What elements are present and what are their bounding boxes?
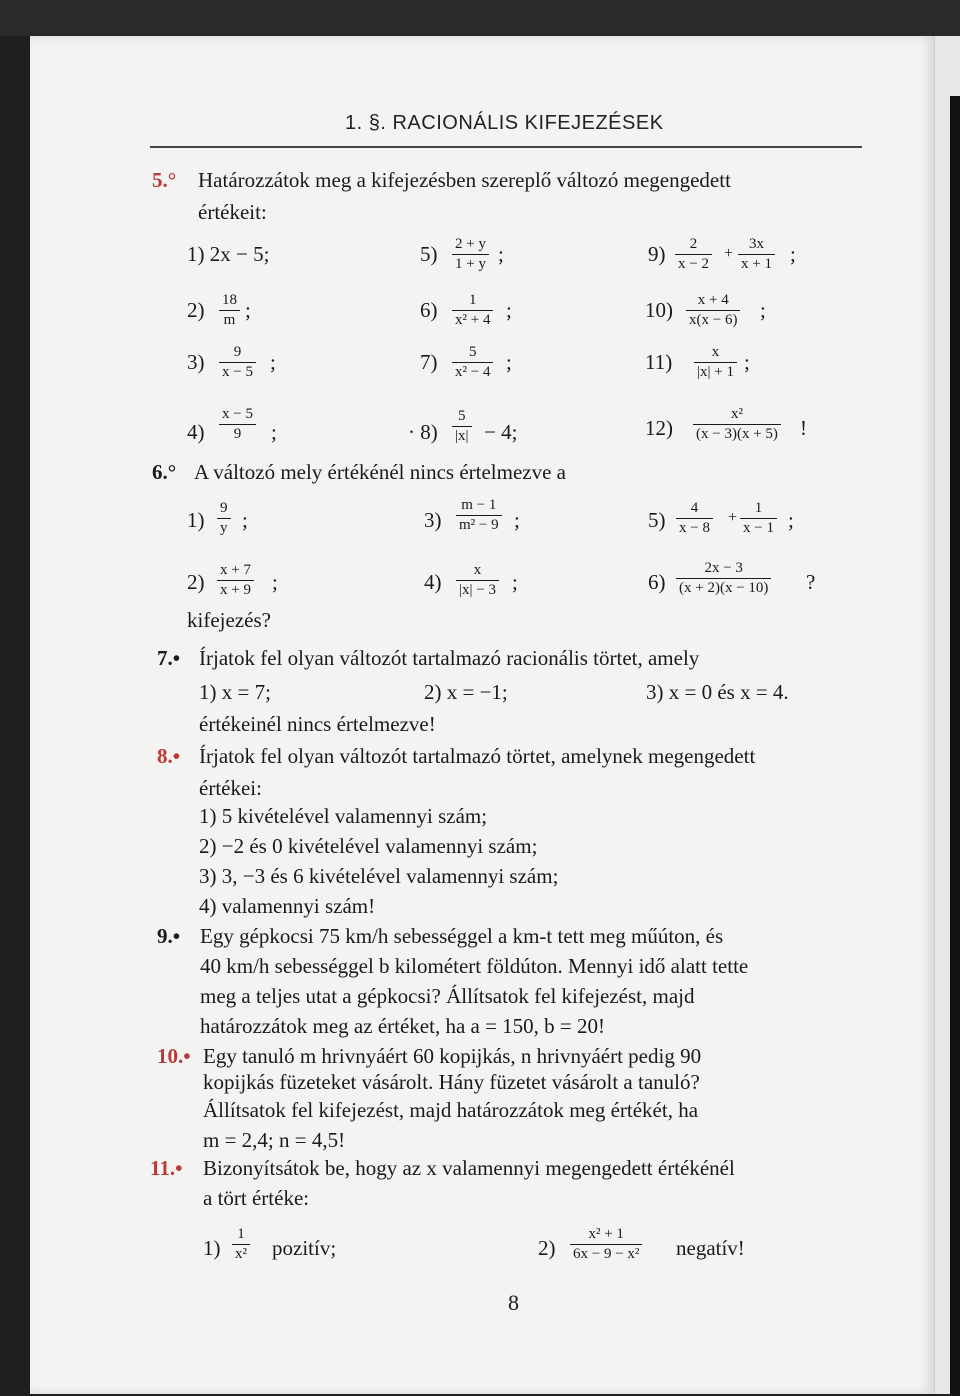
p5-item-11-label: 11) [645, 350, 673, 374]
header-rule [150, 146, 862, 148]
problem-11-text-line2: a tört értéke: [203, 1186, 310, 1210]
p5-item-5-fraction: $\frac{2 + y}{1 + y}$ [452, 236, 489, 273]
problem-6-number: 6.° [152, 460, 177, 484]
problem-9-text-line4: határozzátok meg az értéket, ha a = 150, b = 20! [200, 1014, 606, 1038]
p5-item-6-sep: ; [506, 298, 512, 322]
page-number: 8 [508, 1290, 519, 1315]
p5-item-10-fraction: $\frac{x + 4}{x(x - 6)}$ [686, 292, 740, 329]
p5-item-10-label: 10) [645, 298, 673, 322]
p5-item-2-sep: ; [245, 298, 251, 322]
p6-item-3-label: 3) [424, 508, 442, 532]
p5-item-9-fraction-a: $\frac{2}{x - 2}$ [675, 236, 712, 273]
p6-item-1-sep: ; [242, 508, 248, 532]
scan-right-border [934, 36, 960, 1394]
problem-8-text-line2: értékei: [199, 776, 262, 800]
p5-item-7-sep: ; [506, 350, 512, 374]
p5-item-8-fraction: $\frac{5}{|x|}$ [452, 408, 472, 445]
p11-item-2-label: 2) [538, 1236, 556, 1260]
problem-5-number: 5.° [152, 168, 177, 192]
problem-8-number: 8.• [157, 744, 181, 768]
problem-9-text-line3: meg a teljes utat a gépkocsi? Állítsatok fel kifejezést, majd [200, 984, 695, 1008]
p5-item-2-label: 2) [187, 298, 205, 322]
p5-item-4-label: 4) [187, 420, 205, 444]
p7-case-1: 1) x = 7; [199, 680, 271, 704]
problem-9-text-line1: Egy gépkocsi 75 km/h sebességgel a km-t tett meg műúton, és [200, 924, 724, 948]
problem-10-text-line3: Állítsatok fel kifejezést, majd határozzátok meg értékét, ha [203, 1098, 699, 1122]
p5-item-11-sep: ; [744, 350, 750, 374]
problem-11-number: 11.• [150, 1156, 183, 1180]
p8-list-3: 3) 3, −3 és 6 kivételével valamennyi szám; [199, 864, 559, 888]
p8-list-2: 2) −2 és 0 kivételével valamennyi szám; [199, 834, 538, 858]
scan-top-border [0, 0, 960, 36]
p8-list-1: 1) 5 kivételével valamennyi szám; [199, 804, 488, 828]
p5-item-7-label: 7) [420, 350, 438, 374]
p11-item-1-label: 1) [203, 1236, 221, 1260]
p6-item-6-sep: ? [806, 570, 816, 594]
problem-10-text-line4: m = 2,4; n = 4,5! [203, 1128, 346, 1152]
p6-item-6-fraction: $\frac{2x - 3}{(x + 2)(x - 10)}$ [676, 560, 771, 597]
problem-10-text-line1: Egy tanuló m hrivnyáért 60 kopijkás, n hrivnyáért pedig 90 [203, 1044, 702, 1068]
p5-item-11-fraction: $\frac{x}{|x| + 1}$ [694, 344, 737, 381]
p5-item-4-sep: ; [271, 420, 277, 444]
p6-item-1-fraction: $\frac{9}{y}$ [217, 500, 231, 537]
p5-item-8-tail: − 4; [484, 420, 518, 444]
p6-item-2-fraction: $\frac{x + 7}{x + 9}$ [217, 562, 254, 599]
p5-item-5-label: 5) [420, 242, 438, 266]
p6-item-3-sep: ; [514, 508, 520, 532]
p6-item-4-sep: ; [512, 570, 518, 594]
p8-list-4: 4) valamennyi szám! [199, 894, 376, 918]
problem-5-text-line2: értékeit: [198, 200, 267, 224]
p6-item-1-label: 1) [187, 508, 205, 532]
p5-item-4-fraction: $\frac{x - 5}{9}$ [219, 406, 256, 443]
p5-item-6-label: 6) [420, 298, 438, 322]
p5-item-3-fraction: $\frac{9}{x - 5}$ [219, 344, 256, 381]
problem-8-text-line1: Írjatok fel olyan változót tartalmazó törtet, amelynek megengedett [199, 744, 756, 768]
p5-item-9-sep: ; [790, 242, 796, 266]
problem-10-text-line2: kopijkás füzeteket vásárolt. Hány füzetet vásárolt a tanuló? [203, 1070, 700, 1094]
p5-item-2-fraction: $\frac{18}{m}$ [219, 292, 240, 329]
problem-6-text-line1: A változó mely értékénél nincs értelmezve a [194, 460, 567, 484]
p6-item-4-label: 4) [424, 570, 442, 594]
p5-item-12-sep: ! [800, 416, 807, 440]
p5-item-5-sep: ; [498, 242, 504, 266]
p11-item-2-text: negatív! [676, 1236, 745, 1260]
p5-item-1: 1) 2x − 5; [187, 242, 270, 266]
p5-item-10-sep: ; [760, 298, 766, 322]
p6-item-2-sep: ; [272, 570, 278, 594]
p5-item-3-label: 3) [187, 350, 205, 374]
p11-item-2-fraction: $\frac{\text{x² + 1}}{\text{6x − 9 − x²}}$ [570, 1226, 642, 1263]
p6-item-5-sep: ; [788, 508, 794, 532]
p11-item-1-fraction: $\frac{1}{\text{x²}}$ [232, 1226, 250, 1263]
problem-10-number: 10.• [157, 1044, 191, 1068]
p6-item-5-plus: + [728, 509, 738, 526]
problem-5-text-line1: Határozzátok meg a kifejezésben szereplő változó megengedett [198, 168, 731, 192]
problem-6-tail: kifejezés? [187, 608, 271, 632]
p5-item-6-fraction: $\frac{1}{\text{x² + 4}}$ [452, 292, 493, 329]
section-header: 1. §. RACIONÁLIS KIFEJEZÉSEK [345, 112, 664, 134]
p5-item-9-plus: + [724, 245, 734, 262]
p5-item-12-fraction: $\frac{\text{x²}}{(x - 3)(x + 5)}$ [693, 406, 781, 443]
p6-item-3-fraction: $\frac{m - 1}{\text{m² − 9}}$ [456, 497, 502, 534]
problem-11-text-line1: Bizonyítsátok be, hogy az x valamennyi megengedett értékénél [203, 1156, 735, 1180]
p5-item-7-fraction: $\frac{5}{\text{x² − 4}}$ [452, 344, 493, 381]
p7-case-2: 2) x = −1; [424, 680, 508, 704]
p5-item-12-label: 12) [645, 416, 673, 440]
problem-9-text-line2: 40 km/h sebességgel b kilométert földúton. Mennyi idő alatt tette [200, 954, 749, 978]
p5-item-3-sep: ; [270, 350, 276, 374]
scan-edge [950, 96, 960, 1396]
p6-item-5-fraction-a: $\frac{4}{x - 8}$ [676, 500, 713, 537]
problem-9-number: 9.• [157, 924, 181, 948]
problem-7-text-line3: értékeinél nincs értelmezve! [199, 712, 436, 736]
p11-item-1-text: pozitív; [272, 1236, 337, 1260]
p6-item-2-label: 2) [187, 570, 205, 594]
p6-item-5-label: 5) [648, 508, 666, 532]
p6-item-4-fraction: $\frac{x}{|x| - 3}$ [456, 562, 499, 599]
p6-item-6-label: 6) [648, 570, 666, 594]
p5-item-8-label: · 8) [408, 420, 438, 444]
p7-case-3: 3) x = 0 és x = 4. [646, 680, 789, 704]
p5-item-9-fraction-b: $\frac{3x}{x + 1}$ [738, 236, 775, 273]
p6-item-5-fraction-b: $\frac{1}{x - 1}$ [740, 500, 777, 537]
problem-7-text-line1: Írjatok fel olyan változót tartalmazó racionális törtet, amely [199, 646, 700, 670]
p5-item-9-label: 9) [648, 242, 666, 266]
problem-7-number: 7.• [157, 646, 181, 670]
